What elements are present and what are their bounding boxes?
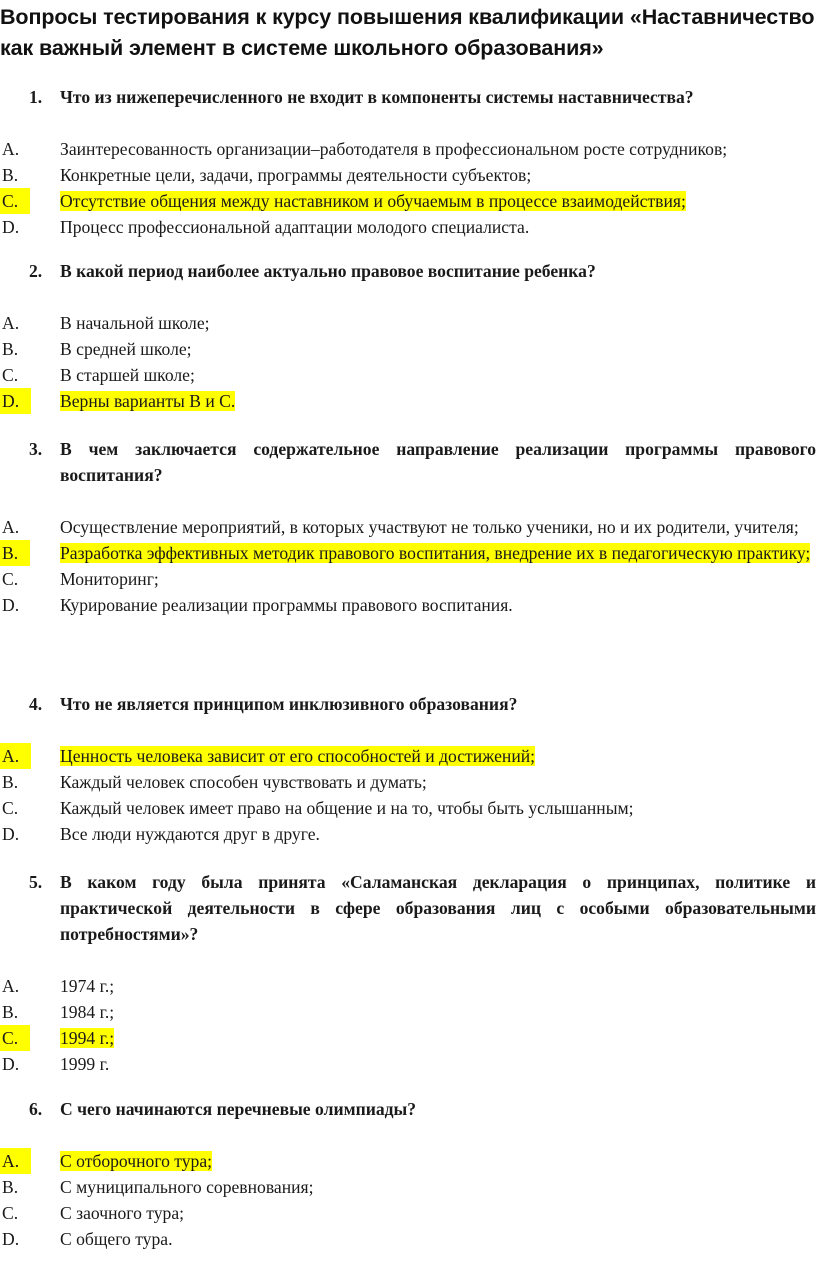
- answer-list: [0, 743, 816, 847]
- question-text: [0, 84, 816, 110]
- question-label: В каком году была принята «Саламанская декларация о принципах, политике и практической деятельности в сфере образования лиц с особыми образовательными потребностями»?: [60, 872, 816, 944]
- question-3: [0, 436, 816, 618]
- answer-option: [0, 795, 816, 821]
- answer-letter: B.: [2, 1177, 19, 1197]
- answer-text: Верны варианты B и C.: [60, 391, 236, 411]
- question-number: 6.: [29, 1099, 43, 1119]
- answer-text: Процесс профессиональной адаптации молодого специалиста.: [60, 217, 530, 237]
- answer-option: [0, 1200, 816, 1226]
- answer-letter: B.: [2, 772, 19, 792]
- answer-option: [0, 999, 816, 1025]
- answer-letter: B.: [2, 165, 19, 185]
- question-2: [0, 258, 816, 414]
- document-title: Вопросы тестирования к курсу повышения квалификации «Наставничество как важный элемент в системе школьного образования»: [0, 5, 815, 60]
- answer-text: Заинтересованность организации–работодателя в профессиональном росте сотрудников;: [60, 139, 728, 159]
- answer-option: [0, 162, 816, 188]
- answer-text: Разработка эффективных методик правового воспитания, внедрение их в педагогическую практику;: [60, 543, 811, 563]
- answer-option: [0, 310, 816, 336]
- answer-letter: A.: [0, 1148, 31, 1174]
- answer-text: В средней школе;: [60, 339, 192, 359]
- question-5: [0, 869, 816, 1077]
- answer-letter: C.: [2, 569, 19, 589]
- answer-text: 1994 г.;: [60, 1028, 115, 1048]
- answer-text: С заочного тура;: [60, 1203, 185, 1223]
- answer-text: Конкретные цели, задачи, программы деятельности субъектов;: [60, 165, 532, 185]
- answer-letter: A.: [2, 313, 20, 333]
- answer-list: [0, 973, 816, 1077]
- answer-letter: D.: [2, 217, 20, 237]
- question-number: 3.: [29, 439, 43, 459]
- answer-letter: A.: [2, 976, 20, 996]
- answer-letter: C.: [0, 1025, 30, 1051]
- question-label: В чем заключается содержательное направление реализации программы правового воспитания?: [60, 439, 816, 485]
- answer-text: Ценность человека зависит от его способностей и достижений;: [60, 746, 536, 766]
- answer-list: [0, 1148, 816, 1252]
- answer-list: [0, 310, 816, 414]
- question-1: [0, 84, 816, 240]
- answer-text: В начальной школе;: [60, 313, 210, 333]
- question-label: Что не является принципом инклюзивного образования?: [60, 694, 518, 714]
- answer-option: [0, 540, 816, 566]
- question-6: [0, 1096, 816, 1252]
- answer-letter: D.: [0, 388, 31, 414]
- answer-list: [0, 136, 816, 240]
- answer-letter: A.: [0, 743, 31, 769]
- answer-text: С муниципального соревнования;: [60, 1177, 314, 1197]
- answer-text: 1984 г.;: [60, 1002, 115, 1022]
- answer-text: Отсутствие общения между наставником и обучаемым в процессе взаимодействия;: [60, 191, 686, 211]
- question-number: 5.: [29, 872, 43, 892]
- answer-option: [0, 743, 816, 769]
- answer-text: Все люди нуждаются друг в друге.: [60, 824, 320, 844]
- answer-text: В старшей школе;: [60, 365, 195, 385]
- answer-option: [0, 362, 816, 388]
- answer-text: С общего тура.: [60, 1229, 173, 1249]
- answer-letter: A.: [2, 139, 20, 159]
- answer-option: [0, 1025, 816, 1051]
- answer-option: [0, 769, 816, 795]
- question-label: В какой период наиболее актуально правовое воспитание ребенка?: [60, 261, 596, 281]
- answer-letter: D.: [2, 595, 20, 615]
- answer-option: [0, 592, 816, 618]
- answer-option: [0, 566, 816, 592]
- question-label: С чего начинаются перечневые олимпиады?: [60, 1099, 417, 1119]
- question-text: [0, 436, 816, 488]
- question-number: 1.: [29, 87, 43, 107]
- answer-letter: B.: [0, 540, 30, 566]
- answer-letter: B.: [2, 1002, 19, 1022]
- answer-letter: D.: [2, 824, 20, 844]
- answer-option: [0, 388, 816, 414]
- question-text: [0, 691, 816, 717]
- answer-option: [0, 1174, 816, 1200]
- answer-letter: D.: [2, 1229, 20, 1249]
- answer-text: Мониторинг;: [60, 569, 159, 589]
- question-label: Что из нижеперечисленного не входит в компоненты системы наставничества?: [60, 87, 694, 107]
- question-4: [0, 691, 816, 847]
- answer-text: Курирование реализации программы правового воспитания.: [60, 595, 513, 615]
- question-text: [0, 869, 816, 947]
- answer-option: [0, 1148, 816, 1174]
- answer-letter: D.: [2, 1054, 20, 1074]
- answer-text: Каждый человек имеет право на общение и на то, чтобы быть услышанным;: [60, 798, 634, 818]
- question-text: [0, 258, 816, 284]
- answer-option: [0, 336, 816, 362]
- answer-letter: B.: [2, 339, 19, 359]
- question-text: [0, 1096, 816, 1122]
- answer-option: [0, 214, 816, 240]
- answer-letter: C.: [2, 798, 19, 818]
- answer-option: [0, 136, 816, 162]
- question-number: 4.: [29, 694, 43, 714]
- answer-option: [0, 514, 816, 540]
- answer-letter: A.: [2, 517, 20, 537]
- answer-letter: C.: [0, 188, 30, 214]
- answer-letter: C.: [2, 1203, 19, 1223]
- answer-option: [0, 821, 816, 847]
- answer-option: [0, 1051, 816, 1077]
- answer-option: [0, 973, 816, 999]
- answer-text: 1974 г.;: [60, 976, 115, 996]
- answer-text: Каждый человек способен чувствовать и думать;: [60, 772, 427, 792]
- answer-option: [0, 188, 816, 214]
- question-number: 2.: [29, 261, 43, 281]
- answer-text: 1999 г.: [60, 1054, 110, 1074]
- answer-list: [0, 514, 816, 618]
- answer-option: [0, 1226, 816, 1252]
- answer-text: С отборочного тура;: [60, 1151, 213, 1171]
- answer-text: Осуществление мероприятий, в которых участвуют не только ученики, но и их родители, учителя;: [60, 517, 799, 537]
- answer-letter: C.: [2, 365, 19, 385]
